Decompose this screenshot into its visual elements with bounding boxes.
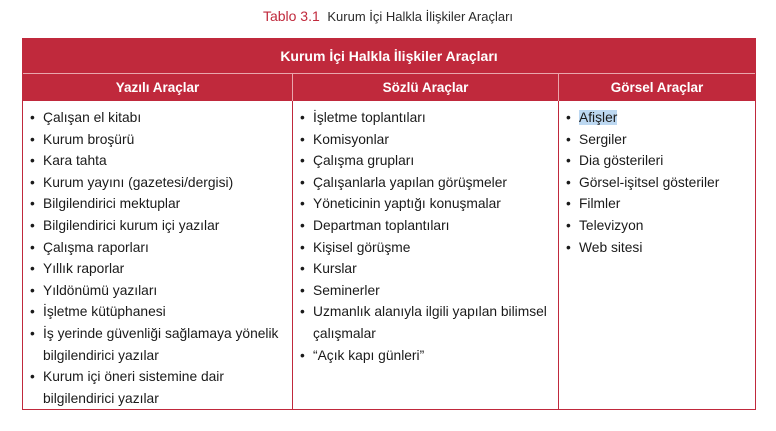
bullet-icon: •	[30, 239, 35, 255]
table-caption	[0, 7, 776, 26]
bullet-icon: •	[30, 110, 35, 125]
bullet-icon: •	[566, 217, 571, 233]
header-oral-tools: Sözlü Araçlar	[293, 74, 559, 101]
visual-tools-cell	[559, 101, 755, 410]
bullet-icon: •	[300, 239, 305, 255]
bullet-icon: •	[300, 174, 305, 190]
bullet-icon: •	[30, 282, 35, 298]
list-item: • Kurum içi öneri sistemine dair bilgilendirici yazılar	[29, 366, 286, 409]
written-tools-cell	[23, 101, 293, 410]
bullet-icon: •	[300, 347, 305, 363]
list-item: • Departman toplantıları	[299, 215, 552, 237]
bullet-icon: •	[30, 261, 35, 277]
bullet-icon: •	[300, 304, 305, 320]
list-item: • Yıllık raporlar	[29, 258, 286, 280]
list-item: • Televizyon	[565, 215, 749, 237]
caption-label: Tablo 3.1	[262, 8, 320, 24]
oral-tools-cell	[293, 101, 559, 410]
list-item: • Kara tahta	[29, 150, 286, 172]
list-item: • Yöneticinin yaptığı konuşmalar	[299, 193, 552, 215]
list-item: • Dia gösterileri	[565, 150, 749, 172]
list-item: • Kişisel görüşme	[299, 237, 552, 259]
bullet-icon: •	[300, 153, 305, 169]
bullet-icon: •	[300, 131, 305, 147]
bullet-icon: •	[566, 239, 571, 255]
bullet-icon: •	[30, 369, 35, 385]
list-item: • İş yerinde güvenliği sağlamaya yönelik bilgilendirici yazılar	[29, 323, 286, 366]
bullet-icon: •	[30, 174, 35, 190]
bullet-icon: •	[300, 261, 305, 277]
visual-tools-list	[565, 107, 749, 258]
list-item: • İşletme kütüphanesi	[29, 301, 286, 323]
list-item: • Kurslar	[299, 258, 552, 280]
bullet-icon: •	[566, 196, 571, 212]
bullet-icon: •	[300, 282, 305, 298]
list-item: • Görsel-işitsel gösteriler	[565, 172, 749, 194]
list-item: • Çalışma raporları	[29, 237, 286, 259]
bullet-icon: •	[566, 153, 571, 169]
selected-text[interactable]: Afişler	[579, 110, 618, 125]
list-item	[565, 107, 749, 129]
list-item: • Komisyonlar	[299, 129, 552, 151]
header-written-tools: Yazılı Araçlar	[23, 74, 293, 101]
list-item: • Web sitesi	[565, 237, 749, 259]
bullet-icon: •	[300, 217, 305, 233]
table-header-row	[23, 74, 755, 101]
bullet-icon: •	[30, 304, 35, 320]
list-item: • Bilgilendirici kurum içi yazılar	[29, 215, 286, 237]
tools-table	[22, 38, 756, 410]
bullet-icon: •	[300, 110, 305, 125]
bullet-icon: •	[30, 153, 35, 169]
list-item: • Kurum broşürü	[29, 129, 286, 151]
bullet-icon: •	[30, 325, 35, 341]
list-item: • Çalışma grupları	[299, 150, 552, 172]
list-item: • Yıldönümü yazıları	[29, 280, 286, 302]
list-item: • Uzmanlık alanıyla ilgili yapılan bilimsel çalışmalar	[299, 301, 552, 344]
bullet-icon: •	[566, 110, 571, 125]
bullet-icon: •	[30, 131, 35, 147]
list-item: • Kurum yayını (gazetesi/dergisi)	[29, 172, 286, 194]
bullet-icon: •	[30, 217, 35, 233]
header-visual-tools: Görsel Araçlar	[610, 80, 704, 95]
table-title: Kurum İçi Halkla İlişkiler Araçları	[23, 39, 755, 74]
list-item: • “Açık kapı günleri”	[299, 345, 552, 367]
written-tools-list	[29, 107, 286, 409]
bullet-icon: •	[566, 174, 571, 190]
list-item: • Seminerler	[299, 280, 552, 302]
list-item: • Çalışan el kitabı	[29, 107, 286, 129]
list-item: • Çalışanlarla yapılan görüşmeler	[299, 172, 552, 194]
bullet-icon: •	[300, 196, 305, 212]
list-item: • Bilgilendirici mektuplar	[29, 193, 286, 215]
list-item: • Filmler	[565, 193, 749, 215]
bullet-icon: •	[566, 131, 571, 147]
oral-tools-list	[299, 107, 552, 366]
list-item: • Sergiler	[565, 129, 749, 151]
list-item: • İşletme toplantıları	[299, 107, 552, 129]
bullet-icon: •	[30, 196, 35, 212]
table-body-row	[23, 101, 755, 410]
caption-text: Kurum İçi Halkla İlişkiler Araçları	[327, 9, 514, 24]
